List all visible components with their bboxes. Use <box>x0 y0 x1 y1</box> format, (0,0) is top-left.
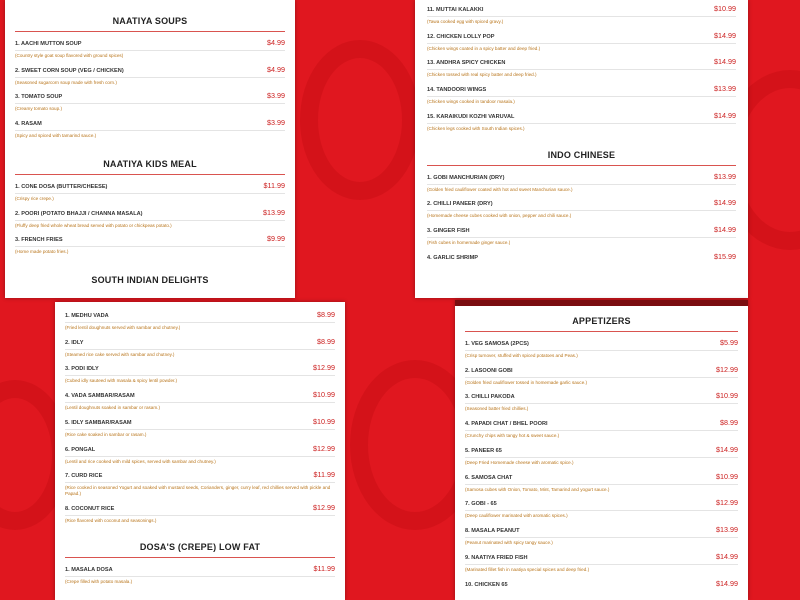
item-price: $4.99 <box>267 38 285 47</box>
item-description: (Homemade cheese cubes cooked with onion, pepper and chili sauce.) <box>427 213 572 219</box>
item-divider <box>65 429 335 430</box>
item-description: (Creamy tomato soup.) <box>15 106 62 112</box>
item-description: (Fried lentil doughnuts served with sambar and chutney.) <box>65 325 181 330</box>
item-description: (Lentil and rice cooked with mild spices, served with sambar and chutney.) <box>65 458 216 464</box>
item-price: $3.99 <box>267 118 285 128</box>
item-price: $5.99 <box>720 338 738 347</box>
item-divider <box>465 430 738 431</box>
menu-item <box>65 337 335 358</box>
menu-item <box>65 444 335 465</box>
item-description: (Fish cubes in homemade ginger sauce.) <box>427 240 511 246</box>
item-description: (Golden fried cauliflower coated with hot and sweet Manchurian sauce.) <box>427 186 573 192</box>
item-divider <box>465 510 738 511</box>
item-description: (Chicken tossed with real spicy batter and deep fried.) <box>427 72 537 78</box>
item-price: $12.99 <box>313 363 335 373</box>
item-name: 4. RASAM <box>15 121 42 128</box>
item-divider <box>65 349 335 350</box>
item-name: 3. GINGER FISH <box>427 228 470 235</box>
item-name: 14. TANDOORI WINGS <box>427 87 487 94</box>
item-description: (Chicken wings cooked in tandoor masala.) <box>427 99 515 105</box>
item-divider <box>465 564 738 565</box>
menu-item <box>15 208 285 229</box>
menu-item <box>427 31 736 52</box>
item-price: $14.99 <box>714 225 736 235</box>
menu-item <box>427 198 736 219</box>
item-description: (Deep cauliflower marinated with aromatic spices.) <box>465 513 568 519</box>
item-name: 7. CURD RICE <box>65 473 103 480</box>
item-divider <box>465 484 738 485</box>
item-description: (Marinated fillet fish in naatiya special spices and deep fried.) <box>465 566 590 572</box>
item-divider <box>427 96 736 97</box>
section-divider <box>15 174 285 175</box>
item-price: $14.99 <box>716 578 738 588</box>
item-divider <box>65 482 335 483</box>
menu-item <box>465 579 738 588</box>
item-name: 8. MASALA PEANUT <box>465 528 520 535</box>
item-price: $12.99 <box>313 443 335 453</box>
section-title: DOSA'S (CREPE) LOW FAT <box>139 541 261 552</box>
item-description: (Cubed idly sauteed with masala & spicy lentil powder.) <box>65 378 178 384</box>
item-description: (Chicken wings coated in a spicy batter and deep fried.) <box>427 45 541 51</box>
menu-item <box>465 338 738 359</box>
item-name: 7. GOBI - 65 <box>465 501 497 508</box>
item-name: 6. SAMOSA CHAT <box>465 474 513 481</box>
background-swirl <box>300 40 420 200</box>
item-price: $11.99 <box>313 470 335 480</box>
item-price: $12.99 <box>716 498 738 508</box>
menu-item <box>65 417 335 438</box>
item-name: 2. SWEET CORN SOUP (VEG / CHICKEN) <box>15 67 124 74</box>
item-name: 4. GARLIC SHRIMP <box>427 254 478 261</box>
item-name: 9. NAATIYA FRIED FISH <box>465 554 528 561</box>
item-price: $8.99 <box>317 310 335 319</box>
item-price: $4.99 <box>267 64 285 74</box>
menu-item <box>427 4 736 25</box>
menu-item <box>465 552 738 573</box>
menu-item <box>465 498 738 519</box>
item-divider <box>65 456 335 457</box>
menu-page-indo-chinese <box>415 0 748 298</box>
section-divider <box>15 31 285 32</box>
item-description: (Spicy and spiced with tamarind sauce.) <box>15 133 97 139</box>
menu-item <box>65 310 335 331</box>
item-name: 1. AACHI MUTTON SOUP <box>15 41 82 47</box>
item-divider <box>15 103 285 104</box>
menu-page-south-indian <box>55 302 345 600</box>
item-price: $10.99 <box>313 390 335 400</box>
menu-item <box>65 390 335 411</box>
item-name: 11. MUTTAI KALAKKI <box>427 7 484 13</box>
item-divider <box>427 237 736 238</box>
item-name: 1. GOBI MANCHURIAN (DRY) <box>427 174 505 181</box>
item-divider <box>15 193 285 194</box>
section-title: NAATIYA SOUPS <box>112 16 188 26</box>
item-price: $11.99 <box>313 563 335 573</box>
item-divider <box>465 403 738 404</box>
item-description: (Samosa cubes with Onion, Tomato, Mint, Tamarind and yogurt sauce.) <box>465 486 610 492</box>
section-title: APPETIZERS <box>572 316 631 326</box>
item-description: (Chicken legs cooked with South Indian spices.) <box>427 125 525 131</box>
menu-item <box>427 57 736 78</box>
item-name: 1. MASALA DOSA <box>65 566 113 573</box>
menu-item <box>427 225 736 246</box>
menu-item <box>15 65 285 86</box>
menu-item <box>65 470 335 496</box>
item-divider <box>15 130 285 131</box>
menu-item <box>465 472 738 493</box>
item-price: $8.99 <box>317 336 335 346</box>
item-name: 3. TOMATO SOUP <box>15 94 63 101</box>
item-divider <box>15 50 285 51</box>
item-divider <box>465 377 738 378</box>
item-name: 4. PAPADI CHAT / BHEL POORI <box>465 421 548 428</box>
menu-item <box>465 445 738 466</box>
section-title: NAATIYA KIDS MEAL <box>103 158 197 169</box>
menu-item <box>465 391 738 412</box>
item-name: 12. CHICKEN LOLLY POP <box>427 33 495 40</box>
item-description: (Peanut marinated with spicy tangy sauce.) <box>465 540 553 546</box>
item-name: 1. MEDHU VADA <box>65 313 109 319</box>
item-description: (Lentil doughnuts soaked in sambar or rasam.) <box>65 405 160 411</box>
menu-page-soups <box>5 0 295 298</box>
item-name: 2. POORI (POTATO BHAJJI / CHANNA MASALA) <box>15 210 143 217</box>
item-description: (Crepe filled with potato masala.) <box>65 578 133 584</box>
menu-item <box>15 91 285 112</box>
menu-item <box>427 111 736 132</box>
item-description: (Fluffy deep fried whole wheat bread served with potato or chickpeas potato.) <box>15 222 172 228</box>
menu-item <box>65 503 335 524</box>
item-description: (Seasoned batter fried chillies.) <box>465 406 529 412</box>
item-description: (Steamed rice cake served with sambar and chutney.) <box>65 351 175 357</box>
item-price: $10.99 <box>714 4 736 13</box>
item-price: $14.99 <box>714 57 736 67</box>
menu-item <box>427 172 736 193</box>
menu-item <box>465 365 738 386</box>
section-title: INDO CHINESE <box>547 149 616 160</box>
item-divider <box>65 375 335 376</box>
item-divider <box>427 69 736 70</box>
item-price: $14.99 <box>716 444 738 454</box>
item-divider <box>465 350 738 351</box>
item-name: 15. KARAIKUDI KOZHI VARUVAL <box>427 113 515 120</box>
item-name: 1. VEG SAMOSA (2PCS) <box>465 341 529 347</box>
item-divider <box>427 123 736 124</box>
section-divider <box>465 331 738 332</box>
item-description: (Rice cake soaked in sambar or rasam.) <box>65 431 147 437</box>
item-price: $10.99 <box>716 391 738 401</box>
item-name: 3. PODI IDLY <box>65 366 99 373</box>
item-divider <box>65 515 335 516</box>
item-name: 6. PONGAL <box>65 446 96 453</box>
item-price: $13.99 <box>263 207 285 217</box>
item-divider <box>65 576 335 577</box>
item-name: 10. CHICKEN 65 <box>465 581 508 588</box>
item-name: 1. CONE DOSA (BUTTER/CHEESE) <box>15 183 108 190</box>
item-name: 3. FRENCH FRIES <box>15 237 63 244</box>
item-divider <box>427 43 736 44</box>
item-price: $9.99 <box>267 234 285 244</box>
item-divider <box>65 402 335 403</box>
item-description: (Crisp turnover, stuffed with spiced potatoes and Peas.) <box>465 353 578 358</box>
menu-page-appetizers <box>455 300 748 600</box>
menu-item <box>15 234 285 255</box>
item-price: $14.99 <box>714 198 736 208</box>
item-divider <box>427 184 736 185</box>
item-price: $13.99 <box>716 525 738 535</box>
menu-item <box>465 418 738 439</box>
item-description: (Home made potato fries.) <box>15 249 69 255</box>
section-title: SOUTH INDIAN DELIGHTS <box>91 275 209 286</box>
item-price: $3.99 <box>267 91 285 101</box>
item-price: $15.99 <box>714 251 736 261</box>
item-description: (Rice flavored with coconut and seasonings.) <box>65 517 157 523</box>
item-divider <box>15 220 285 221</box>
menu-item <box>15 181 285 202</box>
item-name: 4. VADA SAMBAR/RASAM <box>65 393 135 400</box>
item-price: $13.99 <box>714 171 736 181</box>
item-divider <box>427 16 736 17</box>
item-divider <box>465 457 738 458</box>
item-divider <box>65 322 335 323</box>
item-description: (Crunchy chips with tangy hot & sweet sauce.) <box>465 433 560 439</box>
item-divider <box>427 210 736 211</box>
menu-item <box>15 38 285 59</box>
item-price: $12.99 <box>716 364 738 374</box>
menu-item <box>65 564 335 585</box>
item-description: (Country style goat soup flavored with ground spices) <box>15 53 124 58</box>
menu-item <box>65 363 335 384</box>
menu-item <box>465 525 738 546</box>
item-name: 2. IDLY <box>65 339 84 346</box>
item-price: $10.99 <box>716 471 738 481</box>
section-divider <box>65 557 335 558</box>
item-divider <box>15 246 285 247</box>
item-price: $14.99 <box>716 551 738 561</box>
item-price: $11.99 <box>263 180 285 190</box>
menu-item <box>15 118 285 139</box>
item-description: (Deep Fried Homemade cheese with aromatic spice.) <box>465 459 574 465</box>
item-divider <box>15 77 285 78</box>
item-name: 3. CHILLI PAKODA <box>465 394 515 401</box>
item-price: $8.99 <box>720 418 738 428</box>
item-price: $14.99 <box>714 30 736 40</box>
item-price: $14.99 <box>714 110 736 120</box>
menu-item <box>427 84 736 105</box>
item-description: (Crispy rice crepe.) <box>15 195 54 201</box>
item-price: $10.99 <box>313 416 335 426</box>
item-description: (Tawa cooked egg with spiced gravy.) <box>427 19 504 24</box>
item-description: (Rice cooked in seasoned Yogurt and soaked with mustard seeds, Corianders, ginger, curry leaf, red chillies served with pickle and Papad.) <box>65 485 331 497</box>
item-name: 8. COCONUT RICE <box>65 505 115 512</box>
item-price: $12.99 <box>313 502 335 512</box>
item-description: (Golden fried cauliflower tossed in homemade garlic sauce.) <box>465 379 588 385</box>
item-divider <box>465 537 738 538</box>
item-price: $13.99 <box>714 84 736 94</box>
item-name: 13. ANDHRA SPICY CHICKEN <box>427 60 506 67</box>
item-name: 5. IDLY SAMBAR/RASAM <box>65 419 132 426</box>
item-name: 2. LASOONI GOBI <box>465 367 513 374</box>
item-name: 5. PANEER 65 <box>465 447 502 454</box>
menu-item <box>427 252 736 261</box>
item-name: 2. CHILLI PANEER (DRY) <box>427 201 493 208</box>
section-divider <box>427 165 736 166</box>
item-description: (Seasoned sugarcorn soup made with fresh corn.) <box>15 79 117 85</box>
